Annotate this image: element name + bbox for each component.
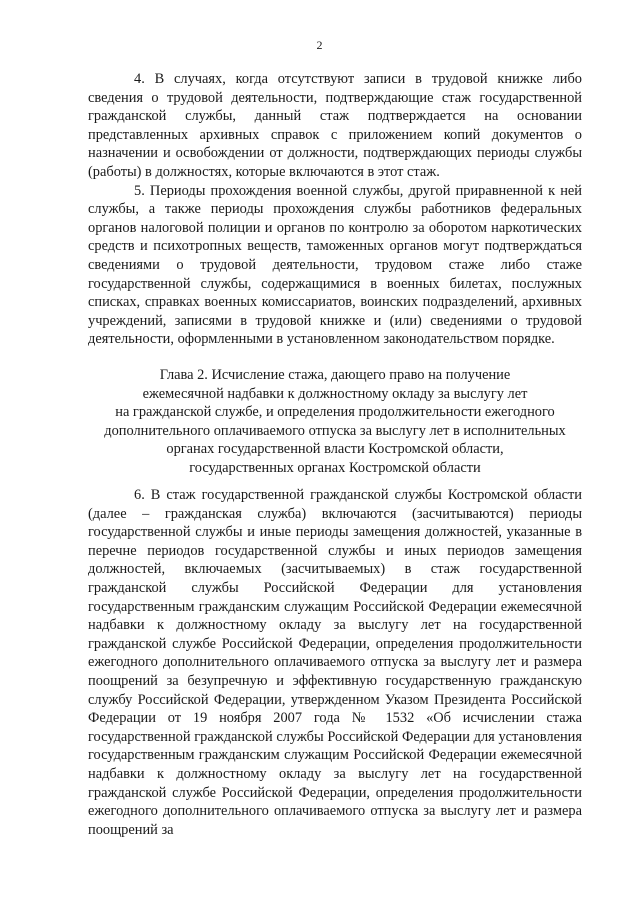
paragraph-6: 6. В стаж государственной гражданской службы Костромской области (далее – гражданская служба) включаются (засчитываются) периоды государственной службы и иные периоды замещения должностей, указанные в перечне периодов государственной службы и иных периодов замещения должностей, включаемых (засчитываемых) в стаж государственной гражданской службы Российской Федерации для установления государственным гражданским служащим Российской Федерации ежемесячной надбавки к должностному окладу за выслугу лет на государственной гражданской службе Российской Федерации, определения продолжительности ежегодного дополнительного оплачиваемого отпуска за выслугу лет и размера поощрений за безупречную и эффективную государственную гражданскую службу Российской Федерации, утвержденном Указом Президента Российской Федерации от 19 ноября 2007 года № 1532 «Об исчислении стажа государственной гражданской службы Российской Федерации для установления государственным гражданским служащим Российской Федерации ежемесячной надбавки к должностному окладу за выслугу лет на государственной гражданской службе Российской Федерации, определения продолжительности ежегодного дополнительного оплачиваемого отпуска за выслугу лет и размера поощрений за	[88, 487, 582, 838]
body-text-top	[88, 70, 582, 349]
page-number: 2	[316, 38, 323, 52]
chapter-heading	[88, 366, 582, 478]
chapter-heading-line: органах государственной власти Костромской области,	[166, 441, 504, 458]
chapter-heading-line: на гражданской службе, и определения продолжительности ежегодного	[115, 404, 555, 421]
chapter-heading-line: государственных органах Костромской области	[189, 459, 481, 476]
chapter-heading-line: ежемесячной надбавки к должностному окладу за выслугу лет	[142, 385, 528, 402]
chapter-heading-line: дополнительного оплачиваемого отпуска за выслугу лет в исполнительных	[104, 422, 566, 439]
body-text-bottom	[88, 486, 582, 839]
chapter-heading-line: Глава 2. Исчисление стажа, дающего право на получение	[159, 367, 511, 383]
paragraph-4: 4. В случаях, когда отсутствуют записи в трудовой книжке либо сведения о трудовой деятельности, подтверждающие стаж государственной гражданской службы, данный стаж подтверждается на основании представленных архивных справок с приложением копий документов о назначении и освобождении от должности, подтверждающих периоды службы (работы) в должностях, которые включаются в этот стаж.	[88, 71, 582, 180]
paragraph-5: 5. Периоды прохождения военной службы, другой приравненной к ней службы, а также периоды прохождения службы работников федеральных органов налоговой полиции и органов по контролю за оборотом наркотических средств и психотропных веществ, таможенных органов могут подтверждаться сведениями о трудовой деятельности, трудовом стаже либо стаже государственной службы, содержащимися в военных билетах, послужных списках, справках военных комиссариатов, воинских подразделений, архивных учреждений, записями в трудовой книжке и (или) сведениями о трудовой деятельности, оформленными в установленном законодательством порядке.	[88, 182, 582, 348]
